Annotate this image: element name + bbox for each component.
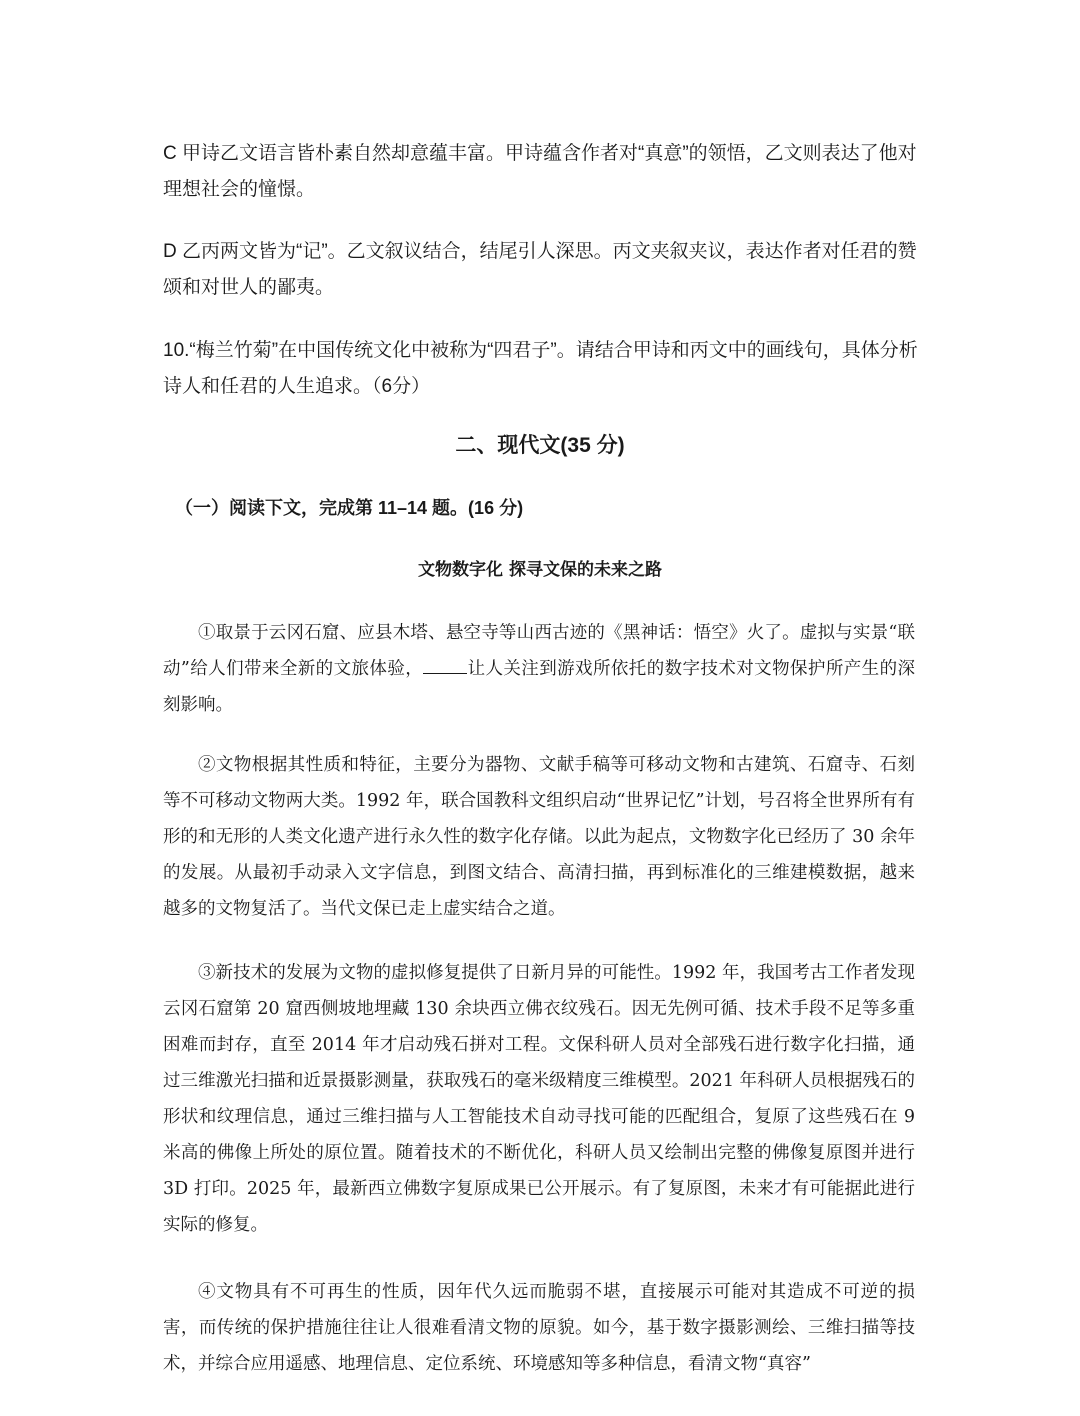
option-d: D 乙丙两文皆为“记”。乙文叙议结合，结尾引人深思。丙文夹叙夹议，表达作者对任君的赞颂和对世人的鄙夷。 bbox=[163, 241, 917, 298]
question-10: 10.“梅兰竹菊”在中国传统文化中被称为“四君子”。请结合甲诗和丙文中的画线句，具体分析诗人和任君的人生追求。（6分） bbox=[163, 340, 918, 397]
article-paragraph-2: ②文物根据其性质和特征，主要分为器物、文献手稿等可移动文物和古建筑、石窟寺、石刻等不可移动文物两大类。1992 年，联合国教科文组织启动“世界记忆”计划，号召将全世界所有有形的和无形的人类文化遗产进行永久性的数字化存储。以此为起点，文物数字化已经历了 30 余年的发展。从最初手动录入文字信息，到图文结合、高清扫描，再到标准化的三维建模数据，越来越多的文物复活了。当代文保已走上虚实结合之道。 bbox=[163, 755, 915, 919]
option-c: C 甲诗乙文语言皆朴素自然却意蕴丰富。甲诗蕴含作者对“真意”的领悟，乙文则表达了他对理想社会的憧憬。 bbox=[163, 143, 917, 200]
paragraph-1-text-before: ①取景于云冈石窟、应县木塔、悬空寺等山西古迹的《黑神话：悟空》火了。虚拟与实景“联动”给人们带来全新的文旅体验， bbox=[163, 623, 915, 679]
section-title: 二、现代文(35 分) bbox=[455, 434, 625, 457]
fill-blank bbox=[423, 655, 467, 674]
paragraph-1-text-after: 让人关注到游戏所依托的数字技术对文物保护所产生的深刻影响。 bbox=[163, 659, 915, 715]
article-paragraph-1 bbox=[163, 615, 915, 723]
article-paragraph-3: ③新技术的发展为文物的虚拟修复提供了日新月异的可能性。1992 年，我国考古工作者发现云冈石窟第 20 窟西侧坡地埋藏 130 余块西立佛衣纹残石。因无先例可循、技术手段不足等多重困难而封存，直至 2014 年才启动残石拼对工程。文保科研人员对全部残石进行数字化扫描，通过三维激光扫描和近景摄影测量，获取残石的毫米级精度三维模型。2021 年科研人员根据残石的形状和纹理信息，通过三维扫描与人工智能技术自动寻找可能的匹配组合，复原了这些残石在 9 米高的佛像上所处的原位置。随着技术的不断优化，科研人员又绘制出完整的佛像复原图并进行 3D 打印。2025 年，最新西立佛数字复原成果已公开展示。有了复原图，未来才有可能据此进行实际的修复。 bbox=[163, 963, 915, 1235]
article-title: 文物数字化 探寻文保的未来之路 bbox=[418, 560, 662, 580]
reading-subtitle: （一）阅读下文，完成第 11–14 题。(16 分) bbox=[175, 498, 524, 518]
article-paragraph-4: ④文物具有不可再生的性质，因年代久远而脆弱不堪，直接展示可能对其造成不可逆的损害，而传统的保护措施往往让人很难看清文物的原貌。如今，基于数字摄影测绘、三维扫描等技术，并综合应用遥感、地理信息、定位系统、环境感知等多种信息，看清文物“真容” bbox=[163, 1282, 915, 1374]
